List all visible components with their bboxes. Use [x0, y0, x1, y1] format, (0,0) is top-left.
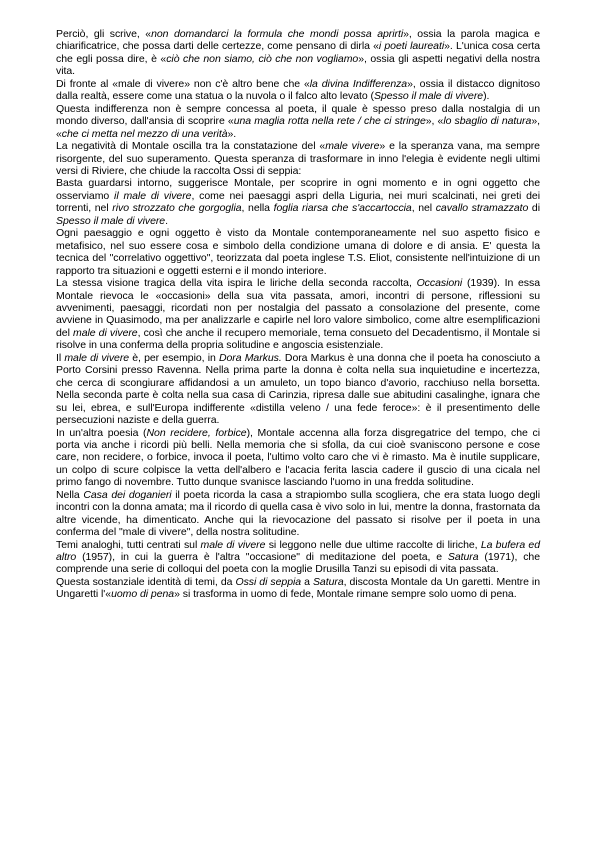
paragraph-10: Nella Casa dei doganieri il poeta ricorda la casa a strapiombo sulla scogliera, che era stata luogo degli incontri con la donna amata; ma il ricordo di quella casa è vivo solo in lui, mentre la donna, frastornata da altre vicende, ha dimenticato. Anche qui la rievocazione del passato si risolve per il poeta in una conferma del "male di vivere", della nostra solitudine.	[56, 488, 540, 539]
paragraph-11: Temi analoghi, tutti centrati sul male di vivere si leggono nelle due ultime raccolte di liriche, La bufera ed altro (1957), in cui la guerra è l'altra "occasione" di meditazione del poeta, e Satura (1971), che comprende una serie di colloqui del poeta con la moglie Drusilla Tanzi su episodi di vita passata.	[56, 538, 540, 576]
paragraph-4: La negatività di Montale oscilla tra la constatazione del «male vivere» e la speranza vana, ma sempre risorgente, del suo superamento. Questa speranza di trasformare in inno l'elegia è evidente negli ultimi versi di Riviere, che chiude la raccolta Ossi di seppia:	[56, 140, 540, 177]
document-body	[56, 28, 540, 601]
paragraph-1: Perciò, gli scrive, «non domandarci la formula che mondi possa aprirti», ossia la parola magica e chiarificatrice, che possa darti delle certezze, come pensano di dirla «i poeti laureati». L'unica cosa certa che egli possa dire, è «ciò che non siamo, ciò che non vogliamo», ossia gli aspetti negativi della nostra vita.	[56, 28, 541, 78]
paragraph-12: Questa sostanziale identità di temi, da Ossi di seppia a Satura, discosta Montale da Un garetti. Mentre in Ungaretti l'«uomo di pena» si trasforma in uomo di fede, Montale rimane sempre solo uomo di pena.	[56, 575, 540, 601]
paragraph-2: Di fronte al «male di vivere» non c'è altro bene che «la divina Indifferenza», ossia il distacco dignitoso dalla realtà, essere come una statua o la nuvola o il falco alto levato (Spesso il male di vivere).	[56, 77, 540, 103]
paragraph-9: In un'altra poesia (Non recidere, forbice), Montale accenna alla forza disgregatrice del tempo, che ci porta via anche i ricordi più belli. Nella memoria che si sfolla, da cui cioè svaniscono persone e cose care, non recidere, o forbice, invoca il poeta, l'ultimo volto caro che vi è rimasto. Ma è inutile supplicare, un colpo di scure colpisce la vetta dell'albero e l'acacia ferita lascia cadere il guscio di una cicala nel primo fango di novembre. Tutto dunque svanisce lasciando l'uomo in una fredda solitudine.	[56, 426, 540, 489]
paragraph-8: Il male di vivere è, per esempio, in Dora Markus. Dora Markus è una donna che il poeta ha conosciuto a Porto Corsini presso Ravenna. Nella prima parte la donna è colta nella sua inquietudine e incertezza, che cerca di scongiurare affidandosi a un amuleto, un topo bianco d'avorio, racchiuso nella borsetta. Nella seconda parte è colta nella sua casa di Carinzia, ripresa dalle sue abitudini casalinghe, ignara che su lei, ebrea, e sull'Europa indifferente «distilla veleno / una fede feroce»: è il presentimento delle persecuzioni naziste e della guerra.	[56, 351, 541, 427]
paragraph-6: Ogni paesaggio e ogni oggetto è visto da Montale contemporaneamente nel suo aspetto fisico e metafisico, nel suo essere cosa e simbolo della condizione umana di dolore e di ansia. E' questa la tecnica del "correlativo oggettivo", teorizzata dal poeta inglese T.S. Eliot, consistente nell'intuizione di un rapporto tra situazioni e oggetti esterni e il mondo interiore.	[56, 227, 540, 277]
paragraph-5: Basta guardarsi intorno, suggerisce Montale, per scoprire in ogni momento e in ogni oggetto che osserviamo il male di vivere, come nei paesaggi aspri della Liguria, nei muri scalcinati, nei greti dei torrenti, nel rivo strozzato che gorgoglia, nella foglia riarsa che s'accartoccia, nel cavallo stramazzato di Spesso il male di vivere.	[56, 177, 541, 227]
paragraph-3: Questa indifferenza non è sempre concessa al poeta, il quale è spesso preso dalla nostalgia di un mondo diverso, dall'ansia di scoprire «una maglia rotta nella rete / che ci stringe», «lo sbaglio di natura», «che ci metta nel mezzo di una verità».	[56, 102, 540, 140]
paragraph-7: La stessa visione tragica della vita ispira le liriche della seconda raccolta, Occasioni (1939). In essa Montale rievoca le «occasioni» della sua vita passata, amori, incontri di persone, riflessioni su avvenimenti, paesaggi, ricordati non per nostalgia del passato a consolazione del presente, come avviene in Quasimodo, ma per analizzarle e capirle nel loro valore simbolico, come altre esemplificazioni del male di vivere, così che anche il recupero memoriale, tema consueto del Decadentismo, il Montale si risolve in una conferma della propria solitudine e angoscia esistenziale.	[56, 277, 540, 352]
